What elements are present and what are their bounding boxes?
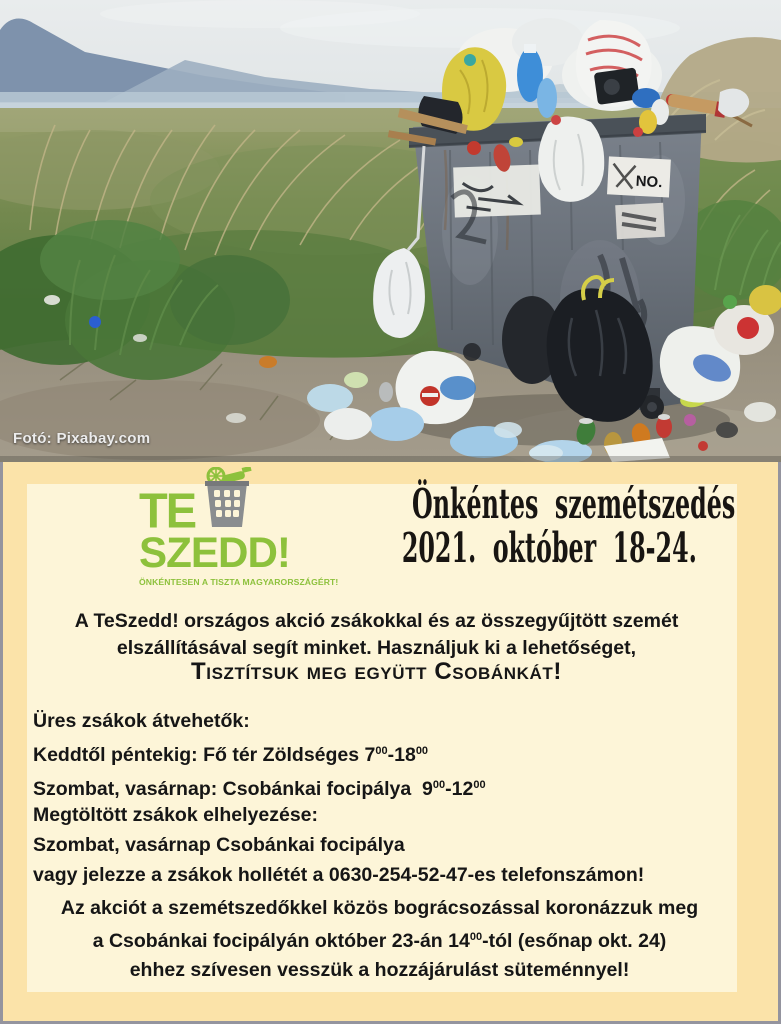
intro-line-2: elszállításával segít minket. Használjuk ki a lehetőséget,	[116, 637, 637, 659]
closing-line-2: a Csobánkai focipályán október 23-án $14^{00}$-tól (esőnap okt. 24)	[92, 930, 667, 952]
closing-paragraph	[21, 894, 738, 985]
empty-bags-block	[33, 706, 486, 804]
photo-credit: Fotó: Pixabay.com	[13, 430, 151, 447]
full-bags-line-1: Szombat, vasárnap Csobánkai focipálya	[33, 834, 405, 856]
logo-text-szedd: SZEDD!	[139, 529, 290, 577]
logo-text-te: TE	[139, 482, 196, 539]
empty-bags-weekend-line: Szombat, vasárnap: Csobánkai focipálya $9^{00}-12^{00}$	[33, 778, 486, 800]
logo-tagline: ÖNKÉNTESEN A TISZTA MAGYARORSZÁGÉRT!	[139, 577, 339, 587]
photo-litter-scene	[0, 0, 781, 462]
title-line-2-date: 2021. október 18-24.	[401, 524, 697, 572]
flyer-body	[0, 462, 781, 1024]
empty-bags-weekday-line: Keddtől péntekig: Fő tér Zöldséges $7^{00}-18^{00}$	[33, 744, 429, 766]
closing-line-3: ehhez szívesen vesszük a hozzájárulást süteménnyel!	[129, 959, 630, 981]
trash-can-icon	[199, 467, 255, 534]
closing-line-1: Az akciót a szemétszedőkkel közös bográcsozással koronázzuk meg	[60, 897, 699, 919]
litter-scene-illustration	[0, 0, 781, 462]
empty-bags-heading: Üres zsákok átvehetők:	[33, 710, 250, 732]
full-bags-line-2-phone: vagy jelezze a zsákok hollétét a 0630-254-52-47-es telefonszámon!	[33, 864, 645, 886]
event-title	[295, 480, 736, 572]
title-line-1: Önkéntes szemétszedés	[412, 480, 736, 528]
full-bags-heading: Megtöltött zsákok elhelyezése:	[33, 804, 318, 826]
intro-paragraph	[21, 608, 732, 662]
dumpster-sticker	[607, 156, 671, 197]
intro-highlight: Tisztítsuk meg együtt Csobánkát!	[190, 658, 563, 685]
intro-line-1: A TeSzedd! országos akció zsákokkal és az összegyűjtött szemét	[74, 610, 679, 632]
svg-text:NO.: NO.	[635, 172, 663, 192]
full-bags-block	[33, 800, 644, 890]
